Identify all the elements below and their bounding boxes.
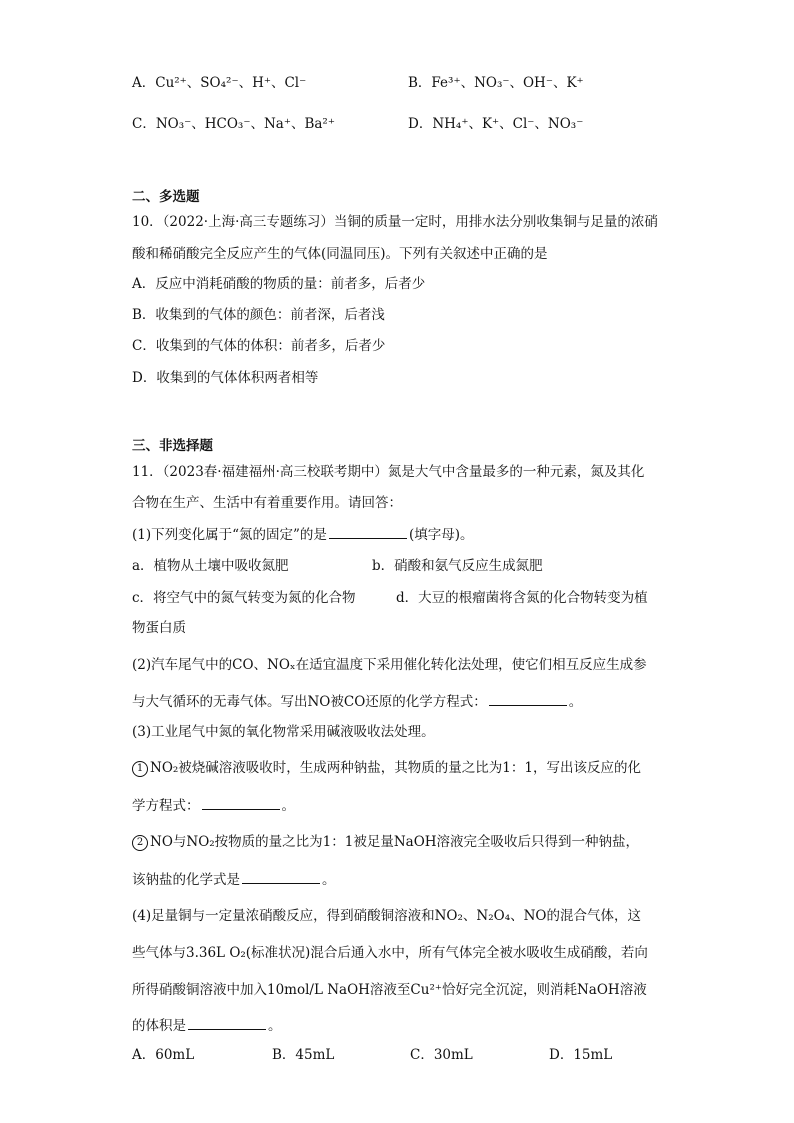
q11-part3-1-text2: 学方程式： — [132, 798, 200, 814]
q9-option-d: D．NH₄⁺、K⁺、Cl⁻、NO₃⁻ — [408, 116, 584, 132]
q11-choice-c: C．30mL — [410, 1047, 473, 1063]
q11-part4-line3: 所得硝酸铜溶液中加入10mol/L NaOH溶液至Cu²⁺恰好完全沉淀，则消耗NaOH溶液 — [132, 982, 647, 998]
q11-part1-option-b: b．硝酸和氨气反应生成氮肥 — [372, 558, 543, 574]
q11-part3-1-line2 — [132, 795, 295, 816]
section-title-multiple-choice: 二、多选题 — [132, 189, 200, 205]
q11-part1-option-d: d．大豆的根瘤菌将含氮的化合物转变为植 — [396, 590, 648, 606]
q11-part1-option-d-cont: 物蛋白质 — [132, 620, 186, 636]
q11-part3-2-line2 — [132, 869, 336, 890]
answer-blank[interactable] — [202, 795, 280, 810]
q11-choice-d: D．15mL — [549, 1047, 613, 1063]
q11-part1-text: (1)下列变化属于“氮的固定”的是 — [132, 527, 327, 543]
q11-part2-text: 与大气循环的无毒气体。写出NO被CO还原的化学方程式： — [132, 694, 487, 710]
q11-part3-1-suffix: 。 — [281, 798, 295, 814]
circled-number-1: 1 — [132, 761, 148, 777]
answer-blank[interactable] — [242, 869, 320, 884]
q11-part4-line1: (4)足量铜与一定量浓硝酸反应，得到硝酸铜溶液和NO₂、N₂O₄、NO的混合气体，这 — [132, 908, 641, 924]
q11-part4-text: 的体积是 — [132, 1018, 186, 1034]
q11-part3-1-text: NO₂被烧碱溶液吸收时，生成两种钠盐，其物质的量之比为1：1，写出该反应的化 — [150, 760, 641, 776]
q11-part3-2-text: NO与NO₂按物质的量之比为1：1被足量NaOH溶液完全吸收后只得到一种钠盐， — [150, 834, 640, 850]
q11-part1-option-c: c．将空气中的氮气转变为氮的化合物 — [132, 590, 356, 606]
q11-part1 — [132, 524, 473, 545]
q9-option-c: C．NO₃⁻、HCO₃⁻、Na⁺、Ba²⁺ — [132, 116, 335, 132]
answer-blank[interactable] — [329, 524, 407, 539]
q10-option-a: A．反应中消耗硝酸的物质的量：前者多，后者少 — [132, 276, 426, 292]
q10-stem-line1: 10．（2022·上海·高三专题练习）当铜的质量一定时，用排水法分别收集铜与足量的浓硝 — [132, 214, 658, 230]
q11-choice-b: B．45mL — [272, 1047, 335, 1063]
q11-part3-2-suffix: 。 — [322, 872, 336, 888]
q11-part3: (3)工业尾气中氮的氧化物常采用碱液吸收法处理。 — [132, 724, 435, 740]
q11-intro-line2: 合物在生产、生活中有着重要作用。请回答： — [132, 495, 402, 511]
section-title-non-choice: 三、非选择题 — [132, 438, 213, 454]
q11-part2-line2 — [132, 691, 582, 712]
q11-part4-line4 — [132, 1015, 282, 1036]
q11-choice-a: A．60mL — [132, 1047, 195, 1063]
q10-stem-line2: 酸和稀硝酸完全反应产生的气体(同温同压)。下列有关叙述中正确的是 — [132, 246, 548, 262]
q11-intro-line1: 11．（2023春·福建福州·高三校联考期中）氮是大气中含量最多的一种元素，氮及其化 — [132, 464, 645, 480]
q11-part3-2-text2: 该钠盐的化学式是 — [132, 872, 240, 888]
q9-option-a: A．Cu²⁺、SO₄²⁻、H⁺、Cl⁻ — [132, 75, 307, 91]
q10-option-b: B．收集到的气体的颜色：前者深，后者浅 — [132, 307, 385, 323]
q10-option-c: C．收集到的气体的体积：前者多，后者少 — [132, 338, 386, 354]
q10-option-d: D．收集到的气体体积两者相等 — [132, 370, 319, 386]
answer-blank[interactable] — [188, 1015, 266, 1030]
q11-part1-option-a: a．植物从土壤中吸收氮肥 — [132, 558, 289, 574]
q11-part2-suffix: 。 — [568, 694, 583, 710]
q11-part2-line1: (2)汽车尾气中的CO、NOₓ在适宜温度下采用催化转化法处理，使它们相互反应生成参 — [132, 657, 647, 673]
q11-part1-suffix: (填字母)。 — [408, 527, 474, 543]
q9-option-b: B．Fe³⁺、NO₃⁻、OH⁻、K⁺ — [408, 75, 584, 91]
q11-part3-2-line1 — [132, 832, 639, 852]
circled-number-2: 2 — [132, 835, 148, 851]
q11-part3-1-line1 — [132, 758, 641, 778]
q11-part4-suffix: 。 — [268, 1018, 282, 1034]
q11-part4-line2: 些气体与3.36L O₂(标准状况)混合后通入水中，所有气体完全被水吸收生成硝酸，若向 — [132, 945, 648, 961]
answer-blank[interactable] — [489, 691, 567, 706]
